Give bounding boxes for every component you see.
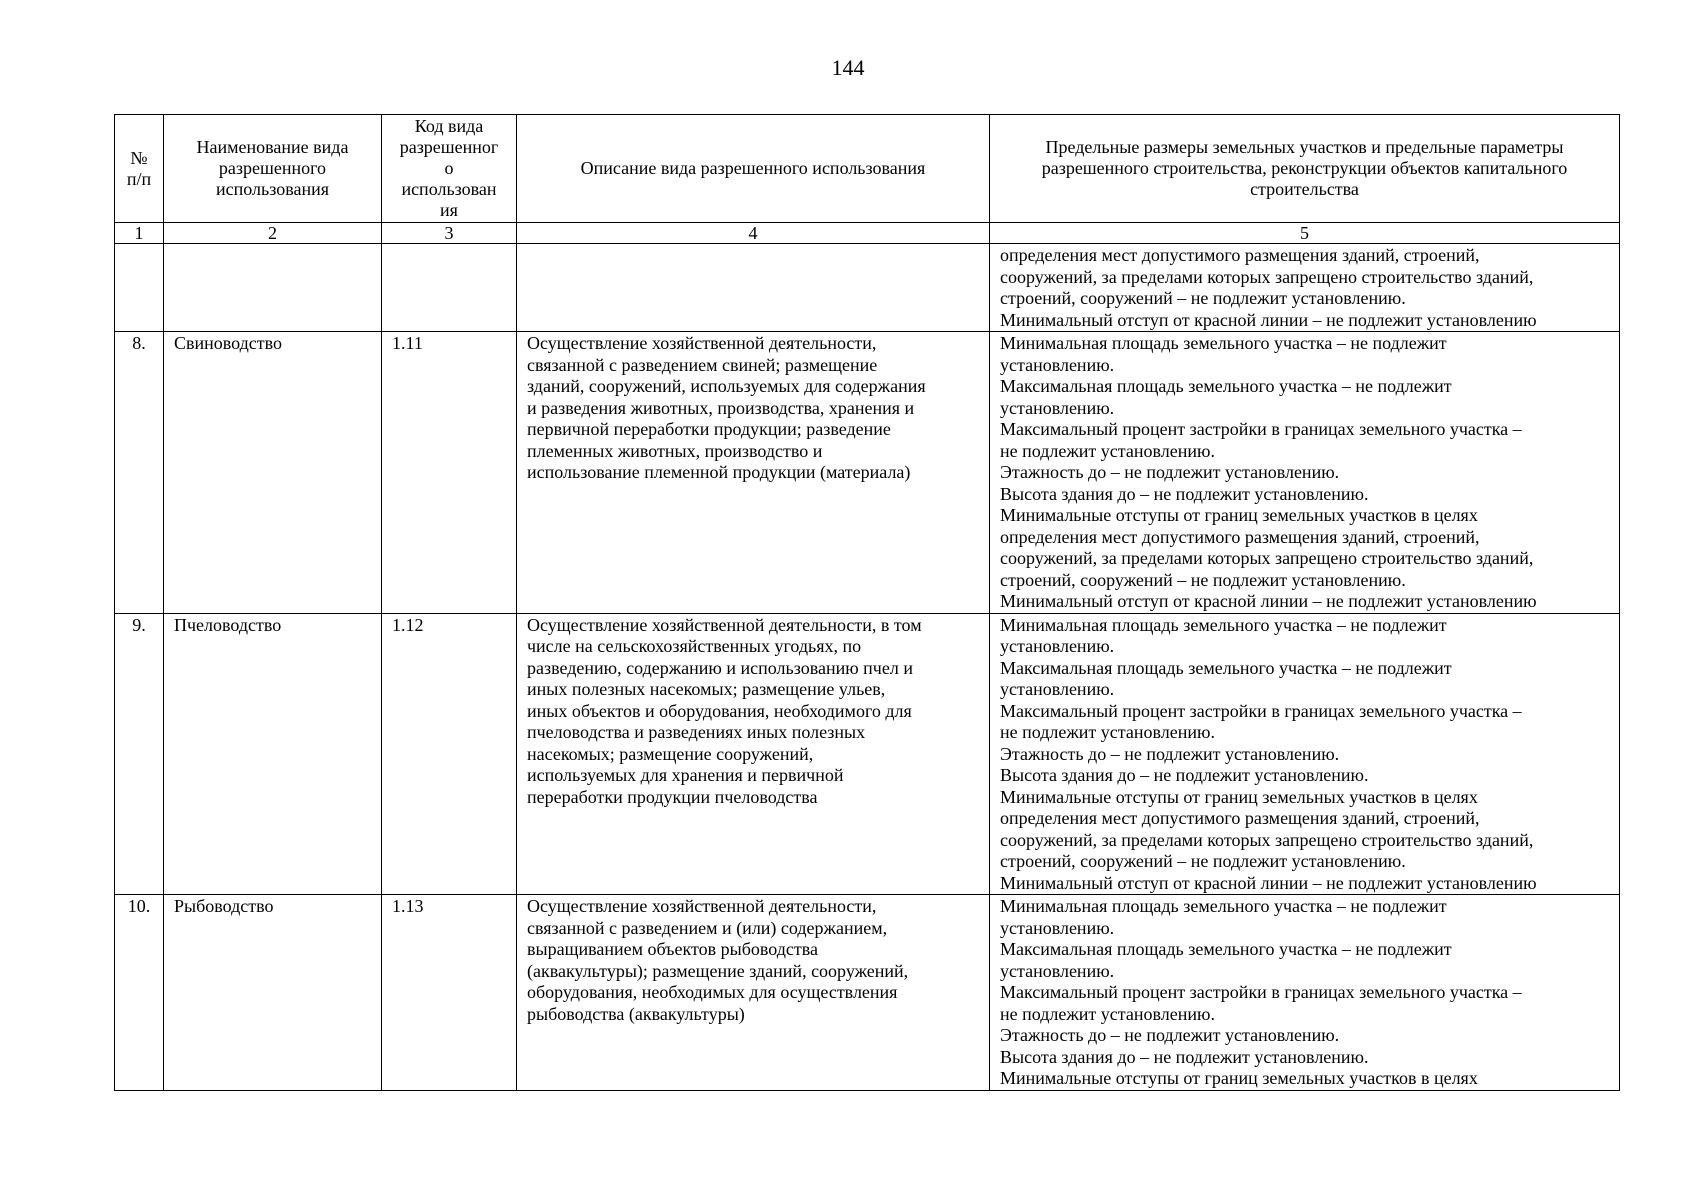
column-number: 3 <box>382 223 517 244</box>
use-code <box>382 244 517 332</box>
use-limits <box>990 244 1620 332</box>
column-number: 5 <box>990 223 1620 244</box>
row-number <box>115 244 164 332</box>
use-limits-text: Минимальная площадь земельного участка – не подлежит установлению. Максимальная площадь земельного участка – не подлежит установлению. Максимальный процент застройки в границах земельного участка – не подлежит установлению. Этажность до – не подлежит установлению. Высота здания до – не подлежит установлению. Минимальные отступы от границ земельных участков в целях определения мест допустимого размещения зданий, строений, сооружений, за пределами которых запрещено строительство зданий, строений, сооружений – не подлежит установлению. Минимальный отступ от красной линии – не подлежит установлению <box>1000 614 1537 893</box>
column-number: 2 <box>164 223 382 244</box>
header-use-code <box>382 115 517 223</box>
use-limits <box>990 895 1620 1091</box>
use-description <box>517 244 990 332</box>
header-number-label: № п/п <box>126 147 152 189</box>
header-use-name-label: Наименование вида разрешенного использования <box>196 137 349 199</box>
header-number <box>115 115 164 223</box>
use-code: 1.11 <box>382 332 517 614</box>
use-name: Пчеловодство <box>164 613 382 895</box>
use-limits-text: определения мест допустимого размещения зданий, строений, сооружений, за пределами которых запрещено строительство зданий, строений, сооружений – не подлежит установлению. Минимальный отступ от красной линии – не подлежит установлению <box>1000 245 1537 330</box>
row-number: 10. <box>115 895 164 1091</box>
use-code: 1.13 <box>382 895 517 1091</box>
use-limits-text: Минимальная площадь земельного участка – не подлежит установлению. Максимальная площадь земельного участка – не подлежит установлению. Максимальный процент застройки в границах земельного участка – не подлежит установлению. Этажность до – не подлежит установлению. Высота здания до – не подлежит установлению. Минимальные отступы от границ земельных участков в целях определения мест допустимого размещения зданий, строений, сооружений, за пределами которых запрещено строительство зданий, строений, сооружений – не подлежит установлению. Минимальный отступ от красной линии – не подлежит установлению <box>1000 333 1537 611</box>
land-use-table <box>114 114 1620 1091</box>
header-description-label: Описание вида разрешенного использования <box>580 158 926 178</box>
use-description <box>517 332 990 614</box>
row-number: 8. <box>115 332 164 614</box>
use-code: 1.12 <box>382 613 517 895</box>
page-number: 144 <box>831 55 865 80</box>
table-header-row <box>115 115 1620 223</box>
row-number: 9. <box>115 613 164 895</box>
use-name: Свиноводство <box>164 332 382 614</box>
table-row <box>115 613 1620 895</box>
header-use-name <box>164 115 382 223</box>
use-limits-text: Минимальная площадь земельного участка – не подлежит установлению. Максимальная площадь земельного участка – не подлежит установлению. Максимальный процент застройки в границах земельного участка – не подлежит установлению. Этажность до – не подлежит установлению. Высота здания до – не подлежит установлению. Минимальные отступы от границ земельных участков в целях <box>1000 896 1522 1088</box>
table-row <box>115 244 1620 332</box>
use-description-text: Осуществление хозяйственной деятельности, связанной с разведением и (или) содержанием, выращиванием объектов рыбоводства (аквакультуры); размещение зданий, сооружений, оборудования, необходимых для осуществления рыбоводства (аквакультуры) <box>527 896 909 1024</box>
use-description <box>517 613 990 895</box>
table-row <box>115 895 1620 1091</box>
column-number: 1 <box>115 223 164 244</box>
column-numbers-row <box>115 223 1620 244</box>
use-name <box>164 244 382 332</box>
use-limits <box>990 613 1620 895</box>
use-limits <box>990 332 1620 614</box>
header-limits-label: Предельные размеры земельных участков и предельные параметры разрешенного строительства, реконструкции объектов капитального строительства <box>1041 137 1568 199</box>
header-limits <box>990 115 1620 223</box>
use-description <box>517 895 990 1091</box>
column-number: 4 <box>517 223 990 244</box>
header-use-code-label: Код вида разрешенног о использован ия <box>399 116 499 220</box>
use-description-text: Осуществление хозяйственной деятельности, в том числе на сельскохозяйственных угодьях, по разведению, содержанию и использованию пчел и иных полезных насекомых; размещение ульев, иных объектов и оборудования, необходимого для пчеловодства и разведениях иных полезных насекомых; размещение сооружений, используемых для хранения и первичной переработки продукции пчеловодства <box>527 614 922 807</box>
table-row <box>115 332 1620 614</box>
use-name: Рыбоводство <box>164 895 382 1091</box>
use-description-text: Осуществление хозяйственной деятельности, связанной с разведением свиней; размещение зданий, сооружений, используемых для содержания и разведения животных, производства, хранения и первичной переработки продукции; разведение племенных животных, производство и использование племенной продукции (материала) <box>527 333 926 482</box>
header-description <box>517 115 990 223</box>
